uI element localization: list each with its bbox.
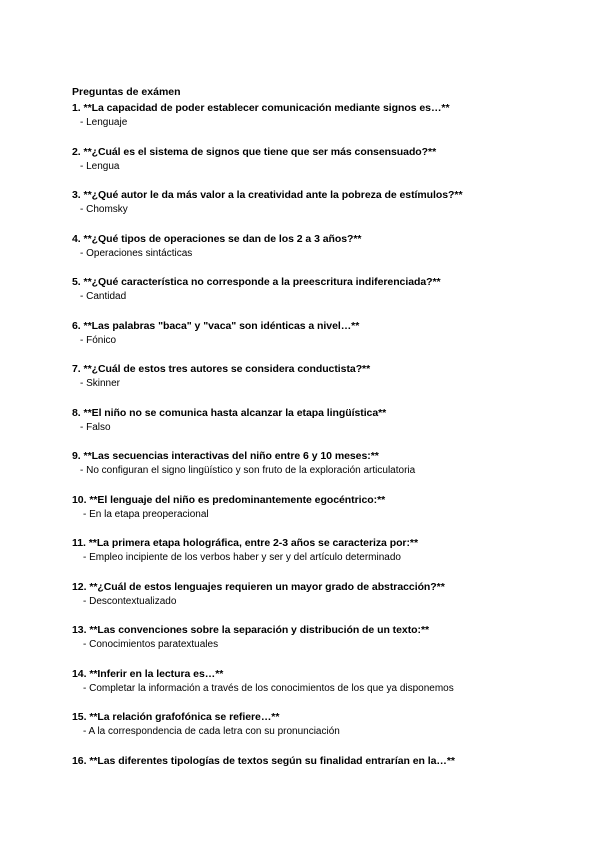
answer-15: - A la correspondencia de cada letra con su pronunciación (83, 726, 340, 737)
qa-item-3 (72, 188, 572, 217)
question-10 (72, 493, 572, 507)
question-8 (72, 406, 572, 420)
answer-2: - Lengua (80, 160, 120, 172)
qa-item-15 (72, 710, 572, 739)
question-text: **La primera etapa holográfica, entre 2-3 años se caracteriza por:** (88, 537, 418, 549)
answer-6: - Fónico (80, 334, 117, 346)
question-text: **¿Cuál de estos lenguajes requieren un mayor grado de abstracción?** (89, 580, 445, 593)
qa-item-11 (72, 536, 572, 565)
answer-1: - Lenguaje (80, 117, 128, 128)
question-number: 7. (72, 363, 81, 375)
qa-item-4 (72, 232, 572, 261)
answer-9: - No configuran el signo lingüístico y son fruto de la exploración articulatoria (80, 465, 416, 476)
qa-item-13 (72, 623, 572, 652)
document-page (72, 86, 572, 782)
question-14 (72, 667, 572, 681)
qa-item-14 (72, 667, 572, 696)
question-number: 13. (72, 624, 87, 636)
question-text: **El lenguaje del niño es predominantemente egocéntrico:** (89, 493, 386, 506)
answer-8: - Falso (80, 421, 111, 433)
qa-item-9 (72, 449, 572, 478)
question-text: **¿Cuál de estos tres autores se considera conductista?** (83, 363, 371, 375)
question-16 (72, 754, 572, 768)
question-number: 14. (72, 667, 87, 680)
question-text: **¿Cuál es el sistema de signos que tiene que ser más consensuado?** (83, 145, 437, 158)
question-4 (72, 232, 572, 246)
question-3 (72, 188, 572, 202)
document-title: Preguntas de exámen (72, 86, 181, 98)
question-number: 2. (72, 145, 81, 158)
question-11 (72, 536, 572, 550)
qa-item-8 (72, 406, 572, 435)
answer-11: - Empleo incipiente de los verbos haber y ser y del artículo determinado (83, 552, 401, 563)
question-text: **La relación grafofónica se refiere…** (89, 711, 280, 723)
question-number: 4. (72, 232, 81, 245)
question-text: **La capacidad de poder establecer comunicación mediante signos es…** (83, 102, 450, 114)
question-number: 6. (72, 319, 81, 332)
question-6 (72, 319, 572, 333)
answer-13: - Conocimientos paratextuales (83, 639, 219, 650)
qa-item-7 (72, 362, 572, 391)
qa-item-2 (72, 145, 572, 174)
answer-10: - En la etapa preoperacional (83, 508, 209, 520)
answer-12: - Descontextualizado (83, 595, 177, 607)
question-number: 16. (72, 754, 87, 767)
qa-item-12 (72, 580, 572, 609)
question-text: **Las palabras "baca" y "vaca" son idénticas a nivel…** (83, 319, 360, 332)
question-text: **¿Qué característica no corresponde a la preescritura indiferenciada?** (83, 276, 441, 288)
qa-item-5 (72, 275, 572, 304)
question-13 (72, 623, 572, 637)
question-text: **Las secuencias interactivas del niño entre 6 y 10 meses:** (83, 450, 379, 462)
question-text: **Inferir en la lectura es…** (89, 667, 224, 680)
question-number: 15. (72, 711, 87, 723)
answer-7: - Skinner (80, 378, 121, 389)
question-text: **¿Qué tipos de operaciones se dan de los 2 a 3 años?** (83, 232, 362, 245)
question-text: **¿Qué autor le da más valor a la creatividad ante la pobreza de estímulos?** (83, 189, 463, 201)
question-number: 10. (72, 493, 87, 506)
question-number: 12. (72, 580, 87, 593)
question-1 (72, 101, 572, 115)
qa-item-6 (72, 319, 572, 348)
question-12 (72, 580, 572, 594)
question-number: 8. (72, 406, 81, 419)
question-5 (72, 275, 572, 289)
question-7 (72, 362, 572, 376)
question-number: 11. (72, 537, 86, 549)
question-9 (72, 449, 572, 463)
qa-item-10 (72, 493, 572, 522)
question-text: **El niño no se comunica hasta alcanzar la etapa lingüística** (83, 406, 387, 419)
question-number: 3. (72, 189, 81, 201)
answer-4: - Operaciones sintácticas (80, 247, 193, 259)
answer-3: - Chomsky (80, 204, 128, 215)
question-number: 5. (72, 276, 81, 288)
qa-item-16 (72, 754, 572, 768)
question-15 (72, 710, 572, 724)
question-text: **Las convenciones sobre la separación y distribución de un texto:** (89, 624, 430, 636)
question-2 (72, 145, 572, 159)
question-number: 1. (72, 102, 81, 114)
question-number: 9. (72, 450, 81, 462)
question-text: **Las diferentes tipologías de textos según su finalidad entrarían en la…** (89, 754, 455, 767)
qa-item-1 (72, 101, 572, 130)
answer-5: - Cantidad (80, 291, 127, 302)
answer-14: - Completar la información a través de los conocimientos de los que ya disponemos (83, 682, 454, 694)
